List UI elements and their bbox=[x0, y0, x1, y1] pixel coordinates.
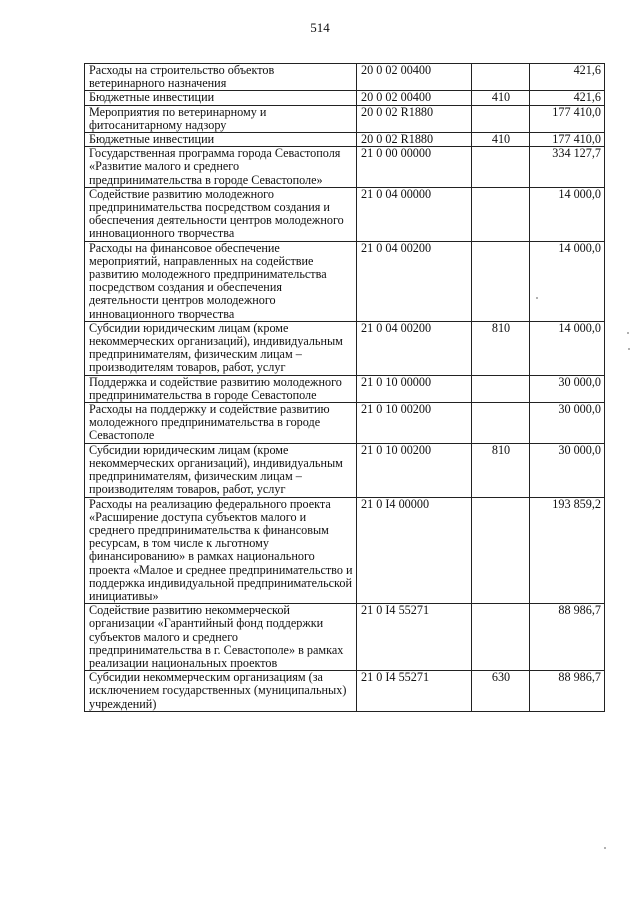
table-row bbox=[85, 403, 605, 444]
item-name-cell: Содействие развитию некоммерческой организации «Гарантийный фонд поддержки субъектов малого и среднего предпринимательства в г. Севастополе» в рамках реализации национальных проектов bbox=[85, 604, 357, 671]
amount-cell: 30 000,0 bbox=[530, 403, 605, 444]
expense-type-cell bbox=[472, 403, 530, 444]
item-name-cell: Расходы на финансовое обеспечение мероприятий, направленных на содействие развитию молодежного предпринимательства посредством создания и обеспечения деятельности центров молодежного инновационного творчества bbox=[85, 241, 357, 321]
table-row bbox=[85, 64, 605, 91]
amount-cell: 421,6 bbox=[530, 64, 605, 91]
amount-cell: 14 000,0 bbox=[530, 241, 605, 321]
expense-type-cell: 810 bbox=[472, 321, 530, 375]
item-name-cell: Бюджетные инвестиции bbox=[85, 133, 357, 147]
item-name-cell: Расходы на поддержку и содействие развитию молодежного предпринимательства в городе Севастополе bbox=[85, 403, 357, 444]
table-row bbox=[85, 91, 605, 105]
target-code-cell: 21 0 I4 55271 bbox=[357, 671, 472, 712]
item-name-cell: Расходы на строительство объектов ветеринарного назначения bbox=[85, 64, 357, 91]
amount-cell: 334 127,7 bbox=[530, 147, 605, 188]
target-code-cell: 21 0 10 00200 bbox=[357, 443, 472, 497]
target-code-cell: 21 0 04 00200 bbox=[357, 321, 472, 375]
item-name-cell: Бюджетные инвестиции bbox=[85, 91, 357, 105]
target-code-cell: 20 0 02 R1880 bbox=[357, 133, 472, 147]
scan-speck bbox=[536, 297, 538, 299]
amount-cell: 30 000,0 bbox=[530, 443, 605, 497]
expense-type-cell: 810 bbox=[472, 443, 530, 497]
amount-cell: 14 000,0 bbox=[530, 321, 605, 375]
scan-speck bbox=[604, 847, 606, 849]
expense-type-cell bbox=[472, 187, 530, 241]
item-name-cell: Субсидии некоммерческим организациям (за исключением государственных (муниципальных) учреждений) bbox=[85, 671, 357, 712]
item-name-cell: Содействие развитию молодежного предпринимательства посредством создания и обеспечения деятельности центров молодежного инновационного творчества bbox=[85, 187, 357, 241]
expense-type-cell bbox=[472, 241, 530, 321]
target-code-cell: 21 0 10 00200 bbox=[357, 403, 472, 444]
budget-table bbox=[84, 63, 605, 712]
target-code-cell: 20 0 02 00400 bbox=[357, 64, 472, 91]
expense-type-cell bbox=[472, 497, 530, 604]
table-row bbox=[85, 671, 605, 712]
amount-cell: 177 410,0 bbox=[530, 105, 605, 132]
table-row bbox=[85, 604, 605, 671]
expense-type-cell bbox=[472, 105, 530, 132]
scan-speck bbox=[628, 348, 630, 350]
amount-cell: 88 986,7 bbox=[530, 604, 605, 671]
target-code-cell: 21 0 I4 55271 bbox=[357, 604, 472, 671]
expense-type-cell bbox=[472, 147, 530, 188]
amount-cell: 177 410,0 bbox=[530, 133, 605, 147]
item-name-cell: Субсидии юридическим лицам (кроме некоммерческих организаций), индивидуальным предпринимателям, физическим лицам – производителям товаров, работ, услуг bbox=[85, 321, 357, 375]
expense-type-cell: 630 bbox=[472, 671, 530, 712]
target-code-cell: 21 0 00 00000 bbox=[357, 147, 472, 188]
expense-type-cell: 410 bbox=[472, 133, 530, 147]
table-row bbox=[85, 187, 605, 241]
amount-cell: 14 000,0 bbox=[530, 187, 605, 241]
table-row bbox=[85, 443, 605, 497]
item-name-cell: Поддержка и содействие развитию молодежного предпринимательства в городе Севастополе bbox=[85, 375, 357, 402]
target-code-cell: 21 0 10 00000 bbox=[357, 375, 472, 402]
amount-cell: 30 000,0 bbox=[530, 375, 605, 402]
item-name-cell: Субсидии юридическим лицам (кроме некоммерческих организаций), индивидуальным предпринимателям, физическим лицам – производителям товаров, работ, услуг bbox=[85, 443, 357, 497]
item-name-cell: Расходы на реализацию федерального проекта «Расширение доступа субъектов малого и среднего предпринимательства к финансовым ресурсам, в том числе к льготному финансированию» в рамках национального проекта «Малое и среднее предпринимательство и поддержка индивидуальной предпринимательской инициативы» bbox=[85, 497, 357, 604]
table-row bbox=[85, 147, 605, 188]
amount-cell: 193 859,2 bbox=[530, 497, 605, 604]
target-code-cell: 20 0 02 00400 bbox=[357, 91, 472, 105]
amount-cell: 88 986,7 bbox=[530, 671, 605, 712]
page-number: 514 bbox=[310, 20, 330, 35]
item-name-cell: Мероприятия по ветеринарному и фитосанитарному надзору bbox=[85, 105, 357, 132]
target-code-cell: 20 0 02 R1880 bbox=[357, 105, 472, 132]
expense-type-cell bbox=[472, 64, 530, 91]
table-row bbox=[85, 105, 605, 132]
target-code-cell: 21 0 04 00000 bbox=[357, 187, 472, 241]
expense-type-cell: 410 bbox=[472, 91, 530, 105]
target-code-cell: 21 0 I4 00000 bbox=[357, 497, 472, 604]
table-row bbox=[85, 497, 605, 604]
scan-speck bbox=[627, 332, 629, 334]
table-row bbox=[85, 133, 605, 147]
table-row bbox=[85, 375, 605, 402]
table-row bbox=[85, 241, 605, 321]
expense-type-cell bbox=[472, 604, 530, 671]
amount-cell: 421,6 bbox=[530, 91, 605, 105]
item-name-cell: Государственная программа города Севастополя «Развитие малого и среднего предпринимательства в городе Севастополе» bbox=[85, 147, 357, 188]
table-row bbox=[85, 321, 605, 375]
expense-type-cell bbox=[472, 375, 530, 402]
target-code-cell: 21 0 04 00200 bbox=[357, 241, 472, 321]
